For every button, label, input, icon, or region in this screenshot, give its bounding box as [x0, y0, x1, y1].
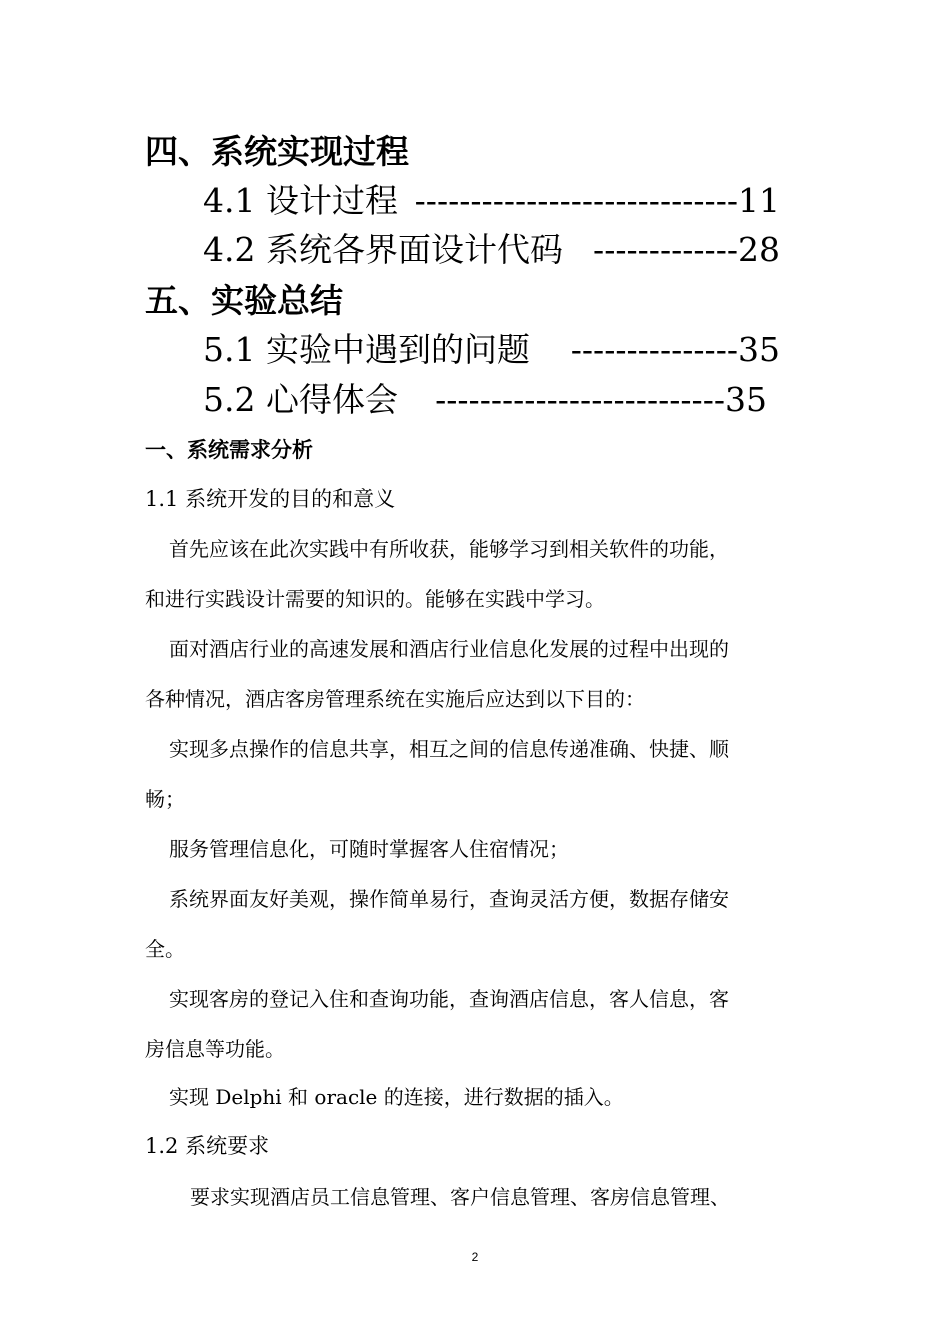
paragraph-line: 系统界面友好美观，操作简单易行，查询灵活方便，数据存储安 — [169, 887, 729, 911]
toc-item-title: 5.1 实验中遇到的问题 — [203, 330, 530, 369]
paragraph-line: 和进行实践设计需要的知识的。能够在实践中学习。 — [145, 587, 605, 611]
toc-item-page: ---------------35 — [570, 330, 780, 369]
paragraph-line: 服务管理信息化，可随时掌握客人住宿情况； — [169, 837, 569, 861]
toc-item-5-1 — [0, 330, 950, 370]
toc-item-title: 5.2 心得体会 — [203, 380, 398, 419]
toc-item-4-1 — [0, 181, 950, 221]
toc-chapter-4: 四、系统实现过程 — [145, 132, 409, 171]
paragraph-line: 首先应该在此次实践中有所收获，能够学习到相关软件的功能， — [169, 537, 729, 561]
paragraph-line: 各种情况，酒店客房管理系统在实施后应达到以下目的： — [145, 687, 645, 711]
paragraph-line: 实现 Delphi 和 oracle 的连接，进行数据的插入。 — [169, 1085, 624, 1109]
toc-chapter-5: 五、实验总结 — [145, 281, 343, 320]
toc-item-title: 4.1 设计过程 — [203, 181, 398, 220]
toc-item-page: --------------------------35 — [435, 380, 767, 419]
section-heading-1: 一、系统需求分析 — [145, 438, 313, 462]
paragraph-line: 面对酒店行业的高速发展和酒店行业信息化发展的过程中出现的 — [169, 637, 729, 661]
paragraph-line: 实现客房的登记入住和查询功能，查询酒店信息，客人信息，客 — [169, 987, 729, 1011]
toc-item-page: -------------28 — [593, 230, 780, 269]
paragraph-line: 全。 — [145, 937, 185, 961]
toc-item-page: -----------------------------11 — [414, 181, 780, 220]
paragraph-line: 实现多点操作的信息共享，相互之间的信息传递准确、快捷、顺 — [169, 737, 729, 761]
toc-item-5-2 — [0, 380, 950, 420]
paragraph-line: 要求实现酒店员工信息管理、客户信息管理、客房信息管理、 — [190, 1185, 730, 1209]
toc-item-4-2 — [0, 230, 950, 270]
paragraph-line: 房信息等功能。 — [145, 1037, 285, 1061]
subsection-heading-1-2: 1.2 系统要求 — [145, 1134, 270, 1158]
paragraph-line: 畅； — [145, 787, 185, 811]
page-number: 2 — [471, 1250, 479, 1264]
subsection-heading-1-1: 1.1 系统开发的目的和意义 — [145, 487, 396, 511]
toc-item-title: 4.2 系统各界面设计代码 — [203, 230, 563, 269]
